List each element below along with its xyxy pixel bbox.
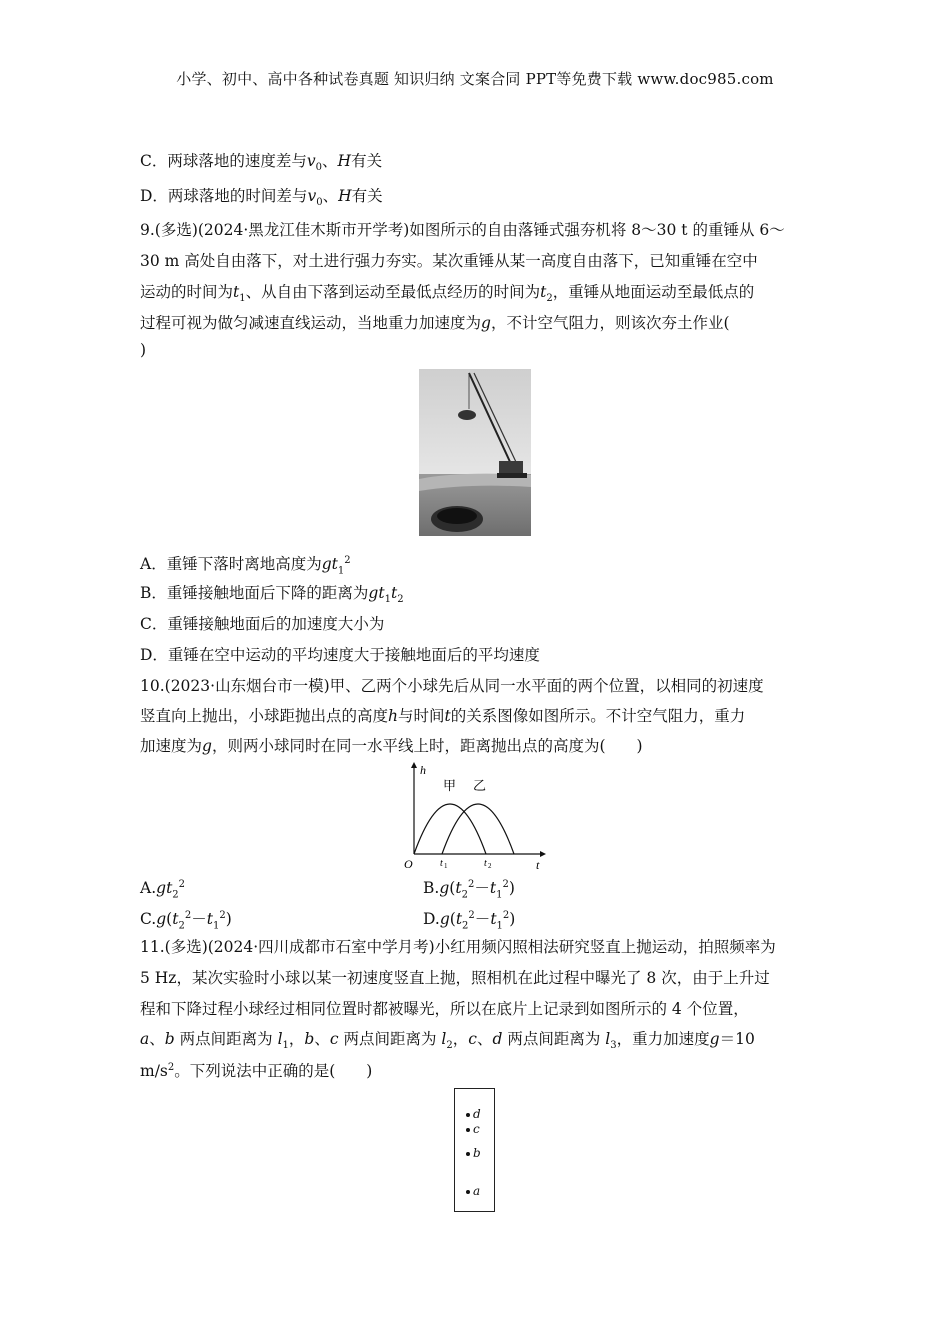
curve-jia bbox=[414, 804, 486, 854]
q9-option-a: A．重锤下落时离地高度为$gt_1^2$ bbox=[140, 555, 351, 577]
q11-stem-line-4: a、b 两点间距离为 $l_1$，b、c 两点间距离为 $l_2$，c、d 两点间距离为 $l_3$，重力加速度g＝10 bbox=[140, 1030, 755, 1052]
q10-stem-line-1: 10.(2023·山东烟台市一模)甲、乙两个小球先后从同一水平面的两个位置，以相同的初速度 bbox=[140, 677, 764, 695]
q10-option-a: $A.gt_2^2$ bbox=[140, 879, 186, 901]
q11-stem-line-3: 程和下降过程小球经过相同位置时都被曝光，所以在底片上记录到如图所示的 4 个位置， bbox=[140, 1000, 749, 1018]
q9-stem-line-2: 30 m 高处自由落下，对土进行强力夯实。某次重锤从某一高度自由落下，已知重锤在空中 bbox=[140, 252, 758, 270]
q10-option-c: $C.g(t_2^2-t_1^2)$ bbox=[140, 910, 232, 932]
q9-option-c: C．重锤接触地面后的加速度大小为 bbox=[140, 615, 385, 633]
t-axis-label: t bbox=[536, 858, 540, 870]
q9-stem-line-1: 9.(多选)(2024·黑龙江佳木斯市开学考)如图所示的自由落锤式强夯机将 8～30 t 的重锤从 6～ bbox=[140, 221, 785, 239]
q9-stem-line-3: 运动的时间为$t_1$、从自由下落到运动至最低点经历的时间为$t_2$，重锤从地面运动至最低点的 bbox=[140, 283, 755, 305]
q11-stem-line-5: $m/s^2$。下列说法中正确的是( ) bbox=[140, 1062, 373, 1081]
q9-option-b: B．重锤接触地面后下降的距离为$gt_1t_2$ bbox=[140, 584, 404, 606]
q10-stem-line-2: 竖直向上抛出，小球距抛出点的高度h与时间t的关系图像如图所示。不计空气阻力，重力 bbox=[140, 707, 746, 725]
strobe-film bbox=[454, 1088, 495, 1212]
q11-stem-line-2: 5 Hz，某次实验时小球以某一初速度竖直上抛，照相机在此过程中曝光了 8 次，由于上升过 bbox=[140, 969, 770, 987]
curve-yi bbox=[442, 804, 514, 854]
point-d: d bbox=[466, 1107, 481, 1121]
origin-label: O bbox=[404, 857, 413, 870]
tick-t1-sub: 1 bbox=[444, 862, 448, 870]
q10-option-d: $D.g(t_2^2-t_1^2)$ bbox=[423, 910, 516, 932]
h-axis-label: h bbox=[420, 763, 426, 777]
q10-option-b: $B.g(t_2^2-t_1^2)$ bbox=[423, 879, 515, 901]
tick-t1: t bbox=[440, 858, 443, 869]
point-c: c bbox=[466, 1122, 480, 1136]
q9-stem-line-4: 过程可视为做匀减速直线运动，当地重力加速度为g，不计空气阻力，则该次夯土作业( bbox=[140, 314, 730, 332]
label-jia: 甲 bbox=[443, 779, 457, 794]
q8-option-d: D．两球落地的时间差与$v_0$、H有关 bbox=[140, 187, 383, 209]
q10-stem-line-3: 加速度为g，则两小球同时在同一水平线上时，距离抛出点的高度为( ) bbox=[140, 737, 643, 755]
q8-option-c: C．两球落地的速度差与$v_0$、H有关 bbox=[140, 152, 383, 174]
q9-option-d: D．重锤在空中运动的平均速度大于接触地面后的平均速度 bbox=[140, 646, 540, 664]
q11-stem-line-1: 11.(多选)(2024·四川成都市石室中学月考)小红用频闪照相法研究竖直上抛运动，拍照频率为 bbox=[140, 938, 776, 956]
q9-stem-line-5: ) bbox=[140, 341, 147, 359]
h-axis-arrow bbox=[411, 762, 417, 768]
point-b: b bbox=[466, 1146, 481, 1160]
point-a: a bbox=[466, 1184, 480, 1198]
t-axis-arrow bbox=[540, 851, 546, 857]
tick-t2: t bbox=[484, 858, 487, 869]
page-header: 小学、初中、高中各种试卷真题 知识归纳 文案合同 PPT等免费下载 www.doc985.com bbox=[176, 70, 774, 88]
crane-photo bbox=[419, 369, 531, 536]
height-time-graph bbox=[400, 760, 550, 870]
label-yi: 乙 bbox=[473, 779, 487, 794]
tick-t2-sub: 2 bbox=[488, 862, 492, 870]
